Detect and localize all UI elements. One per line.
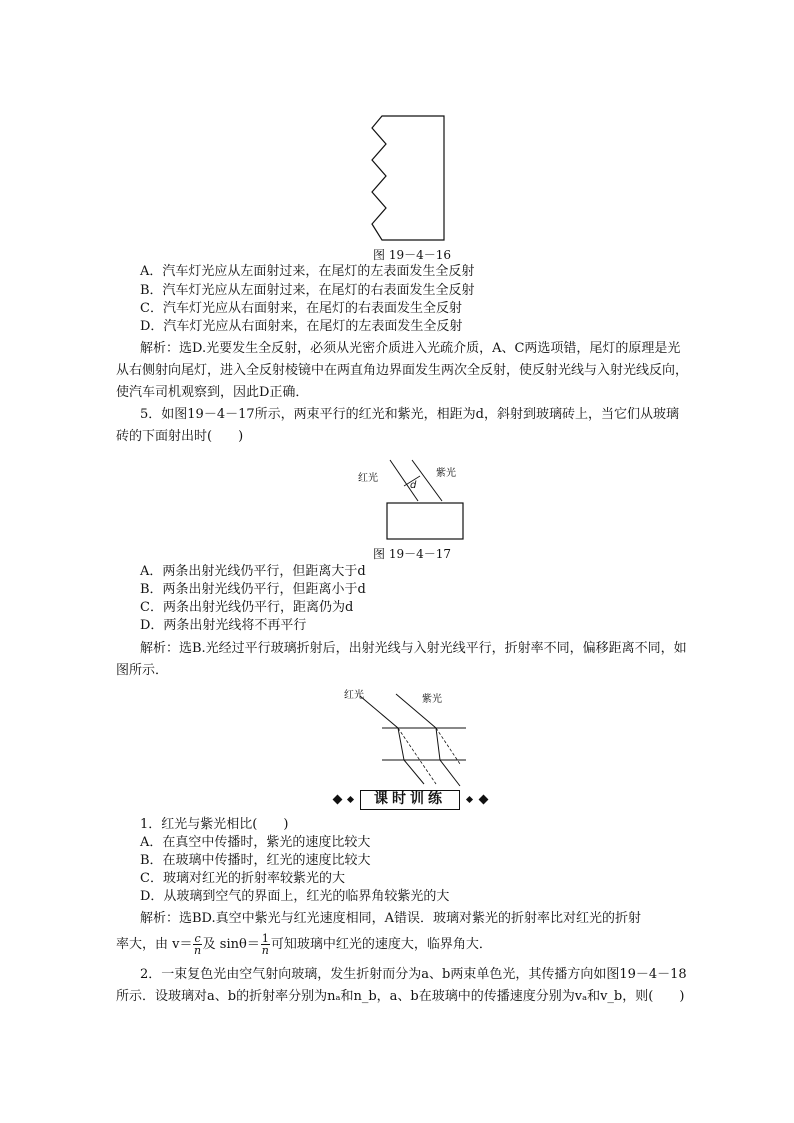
fraction-1-denominator: n [261, 944, 269, 957]
figure-refraction-answer [340, 684, 470, 790]
banner-diamond-right-icon [479, 795, 489, 805]
fraction-c-numerator: c [194, 932, 201, 945]
t1-analysis-part-a: 率大，由 v＝ [116, 937, 193, 952]
q5-stem: 5．如图19－4－17所示，两束平行的红光和紫光，相距为d，斜射到玻璃砖上，当它们从玻璃砖的下面射出时( ) [116, 407, 679, 444]
label-d: d [410, 480, 417, 491]
q5-analysis: 解析：选B.光经过平行玻璃折射后，出射光线与入射光线平行，折射率不同，偏移距离不同，如图所示． [116, 641, 687, 678]
q4-option-a: A．汽车灯光应从左面射过来，在尾灯的左表面发生全反射 [140, 264, 475, 279]
t1-option-c: C．玻璃对红光的折射率较紫光的大 [140, 871, 345, 886]
banner-diamond-left-small-icon [347, 796, 354, 803]
t1-analysis-line-1: 解析：选BD.真空中紫光与红光速度相同，A错误．玻璃对紫光的折射率比对红光的折射 [140, 911, 642, 926]
violet-ray [412, 460, 442, 501]
t1-analysis-part-c: 可知玻璃中红光的速度大，临界角大． [270, 937, 492, 952]
section-banner [330, 790, 500, 810]
banner-title-box [360, 790, 460, 810]
fraction-c-over-n [193, 933, 201, 956]
banner-diamond-right-small-icon [466, 796, 473, 803]
figure-caption-19-4-17: 图 19－4－17 [373, 547, 451, 561]
figure-19-4-17 [350, 456, 470, 542]
q4-option-d: D．汽车灯光应从右面射来，在尾灯的左表面发生全反射 [140, 319, 463, 334]
t1-option-a: A．在真空中传播时，紫光的速度比较大 [140, 835, 371, 850]
violet-emergent-ray [440, 760, 460, 786]
figure-19-4-16 [370, 112, 450, 242]
t1-option-b: B．在玻璃中传播时，红光的速度比较大 [140, 853, 371, 868]
q4-analysis: 解析：选D.光要发生全反射，必须从光密介质进入光疏介质，A、C两选项错，尾灯的原理是光从右侧射向尾灯，进入全反射棱镜中在两直角边界面发生两次全反射，使反射光线与入射光线反向，使汽车司机观察到，因此D正确． [116, 341, 689, 400]
red-incident-ray [360, 696, 398, 728]
t1-analysis-part-b: 及 sinθ＝ [202, 937, 260, 952]
t1-option-d: D．从玻璃到空气的界面上，红光的临界角较紫光的大 [140, 889, 450, 904]
q5-option-a: A．两条出射光线仍平行，但距离大于d [140, 564, 366, 579]
fraction-1-numerator: 1 [261, 932, 269, 945]
label-violet-light: 紫光 [436, 468, 456, 479]
glass-brick [387, 503, 463, 539]
red-emergent-ray [404, 760, 424, 784]
taillight-prism-shape [372, 116, 444, 240]
t1-analysis-line-2 [116, 932, 688, 958]
banner-diamond-left-icon [333, 795, 343, 805]
t2-stem: 2．一束复色光由空气射向玻璃，发生折射而分为a、b两束单色光，其传播方向如图19－4－18所示．设玻璃对a、b的折射率分别为nₐ和n_b，a、b在玻璃中的传播速度分别为vₐ和v_b，则( ) [116, 967, 687, 1004]
fraction-c-denominator: n [194, 944, 202, 957]
label-violet-light-2: 紫光 [422, 694, 442, 705]
q5-option-b: B．两条出射光线仍平行，但距离小于d [140, 582, 366, 597]
q4-option-c: C．汽车灯光应从右面射来，在尾灯的右表面发生全反射 [140, 301, 462, 316]
q5-option-d: D．两条出射光线将不再平行 [140, 618, 307, 633]
label-red-light: 红光 [358, 473, 378, 484]
banner-title: 课时训练 [374, 791, 446, 807]
t1-stem: 1．红光与紫光相比( ) [140, 817, 289, 832]
label-red-light-2: 红光 [344, 690, 364, 701]
fraction-1-over-n [261, 933, 270, 956]
q5-option-c: C．两条出射光线仍平行，距离仍为d [140, 600, 354, 615]
q4-option-b: B．汽车灯光应从左面射过来，在尾灯的右表面发生全反射 [140, 283, 475, 298]
figure-caption-19-4-16: 图 19－4－16 [373, 248, 451, 262]
